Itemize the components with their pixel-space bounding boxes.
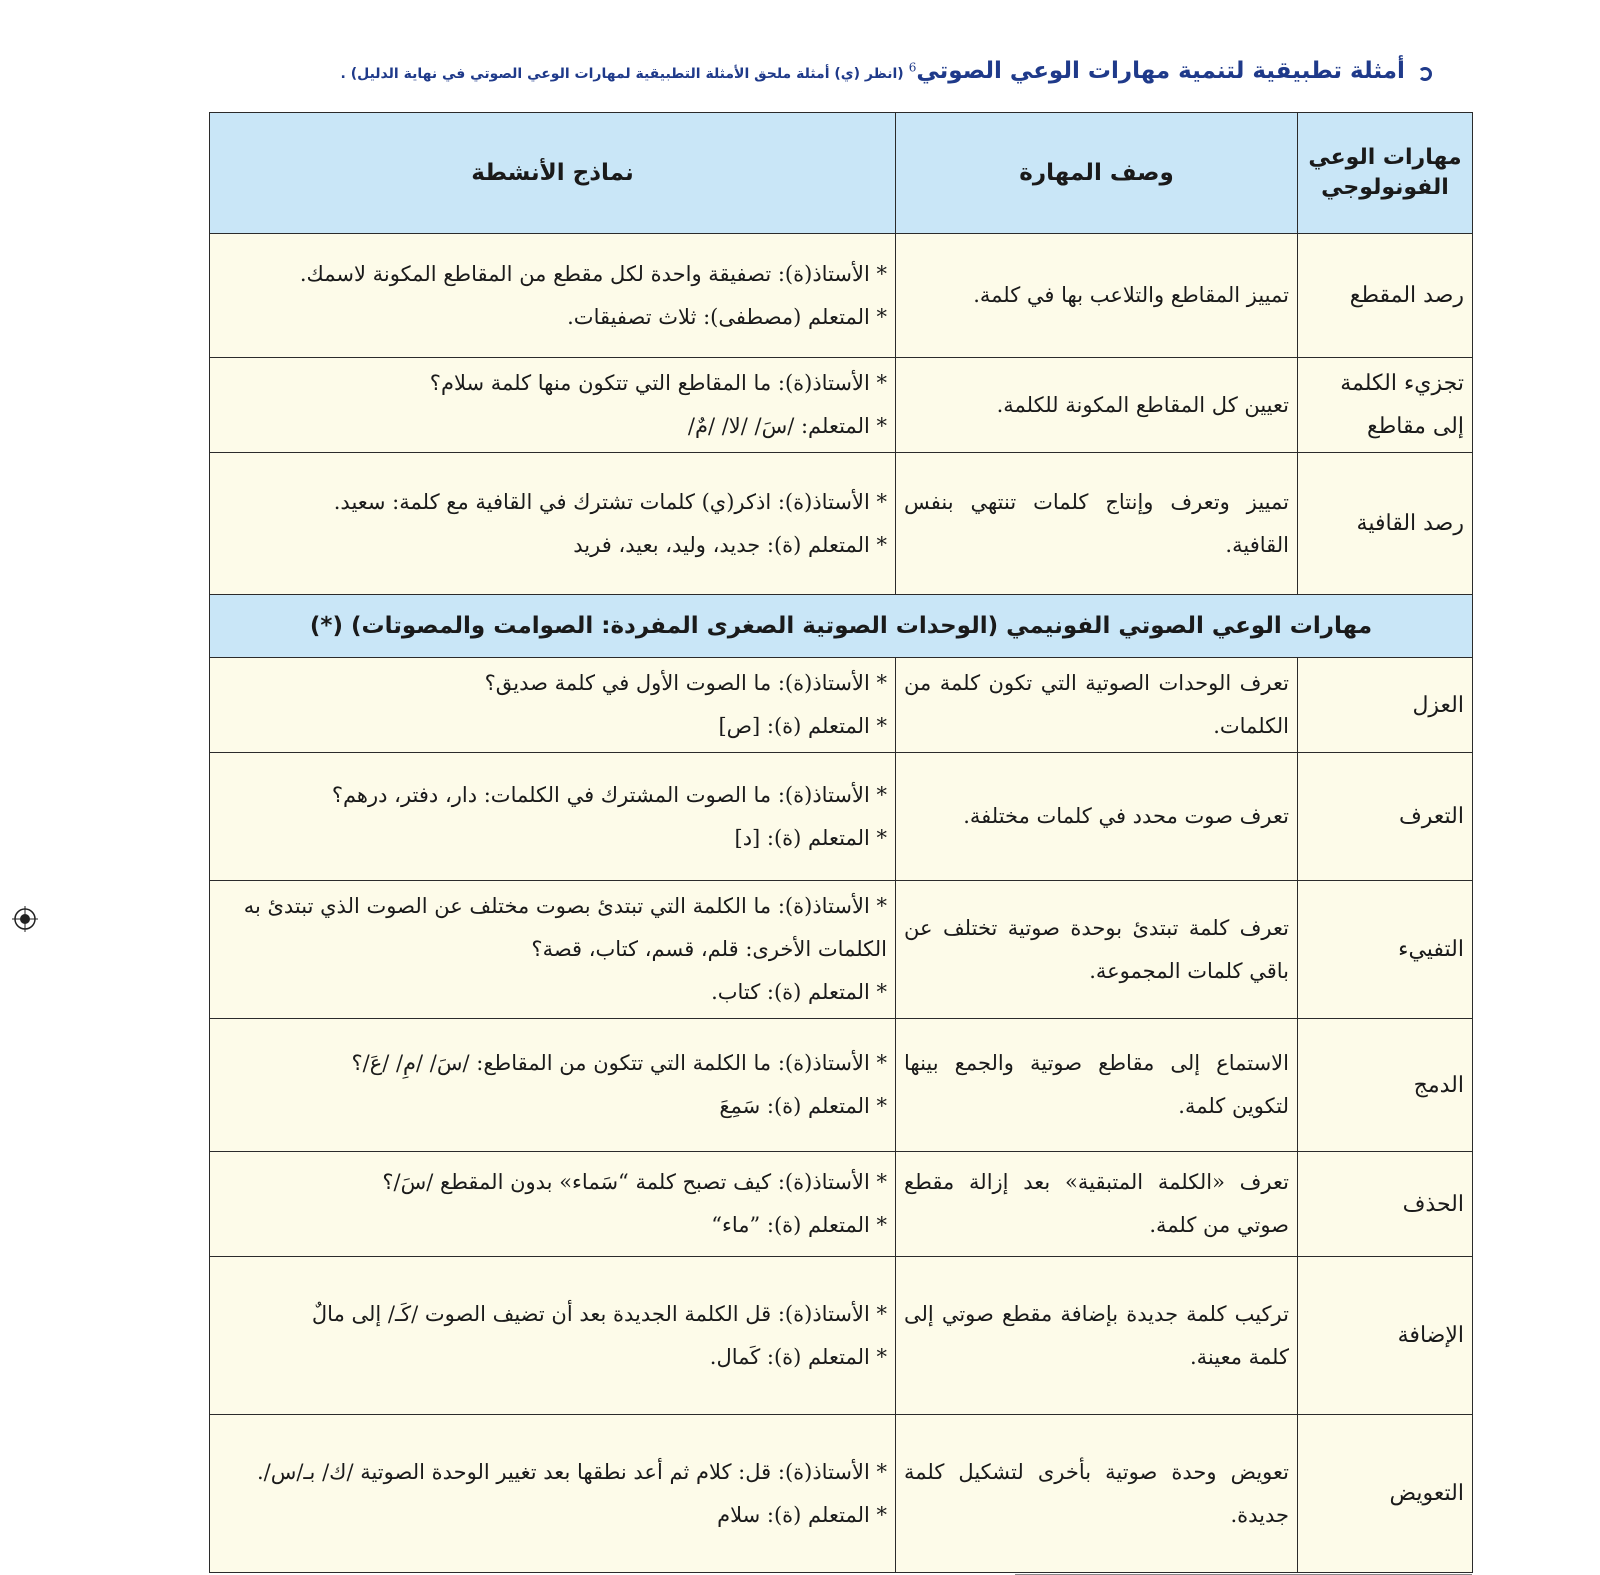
- activity-line: * المتعلم: /سَ/ /لا/ /مٌ/: [687, 414, 887, 438]
- activity-line: * الأستاذ(ة): ما الصوت الأول في كلمة صديق؟: [484, 671, 887, 695]
- activities-cell: [210, 234, 896, 358]
- activity-line: * المتعلم (ة): جديد، وليد، بعيد، فريد: [573, 532, 887, 557]
- header-activities: نماذج الأنشطة: [210, 113, 896, 234]
- phonemic-subheader: مهارات الوعي الصوتي الفونيمي (الوحدات الصوتية الصغرى المفردة: الصوامت والمصوتات) (*): [210, 595, 1473, 658]
- activity-line: * الأستاذ(ة): ما الصوت المشترك في الكلمات: دار، دفتر، درهم؟: [331, 782, 887, 807]
- activity-line: * المتعلم (مصطفى): ثلاث تصفيقات.: [567, 304, 887, 329]
- skill-cell: تجزيء الكلمة إلى مقاطع: [1298, 358, 1473, 453]
- table-row: [210, 453, 1473, 595]
- phonemic-subheader-row: [210, 595, 1473, 658]
- table-row: [210, 1257, 1473, 1415]
- skills-table: [209, 112, 1473, 1573]
- activity-line: * الأستاذ(ة): قل: كلام ثم أعد نطقها بعد تغيير الوحدة الصوتية /ك/ بـ/س/.: [256, 1459, 887, 1484]
- description-cell: الاستماع إلى مقاطع صوتية والجمع بينها لتكوين كلمة.: [896, 1019, 1298, 1152]
- table-row: [210, 1019, 1473, 1152]
- activity-line: * الأستاذ(ة): تصفيقة واحدة لكل مقطع من المقاطع المكونة لاسمك.: [299, 261, 887, 286]
- table-row: [210, 234, 1473, 358]
- activities-cell: [210, 753, 896, 881]
- activities-cell: [210, 1152, 896, 1257]
- heading-note: (انظر (ي) أمثلة ملحق الأمثلة التطبيقية لمهارات الوعي الصوتي في نهاية الدليل) .: [340, 66, 904, 82]
- description-cell: تعيين كل المقاطع المكونة للكلمة.: [896, 358, 1298, 453]
- activity-line: * المتعلم (ة): [د]: [734, 825, 887, 850]
- description-cell: تعويض وحدة صوتية بأخرى لتشكيل كلمة جديدة.: [896, 1415, 1298, 1573]
- description-cell: تعرف «الكلمة المتبقية» بعد إزالة مقطع صوتي من كلمة.: [896, 1152, 1298, 1257]
- footnote-mark: 6: [908, 60, 917, 75]
- header-skill: مهارات الوعي الفونولوجي: [1298, 113, 1473, 234]
- activity-line: * الأستاذ(ة): قل الكلمة الجديدة بعد أن تضيف الصوت /كَـ/ إلى مالٌ: [311, 1301, 887, 1326]
- activities-cell: [210, 658, 896, 753]
- table-row: [210, 1152, 1473, 1257]
- skill-cell: العزل: [1298, 658, 1473, 753]
- description-cell: تمييز وتعرف وإنتاج كلمات تنتهي بنفس القافية.: [896, 453, 1298, 595]
- activity-line: * الأستاذ(ة): ما المقاطع التي تتكون منها كلمة سلام؟: [429, 371, 887, 395]
- skill-cell: رصد المقطع: [1298, 234, 1473, 358]
- activity-line: * المتعلم (ة): كَمال.: [709, 1344, 887, 1369]
- activity-line: * المتعلم (ة): سلام: [717, 1502, 887, 1527]
- table-row: [210, 658, 1473, 753]
- table-row: [210, 881, 1473, 1019]
- skill-cell: رصد القافية: [1298, 453, 1473, 595]
- activity-line: * المتعلم (ة): ”ماء“: [711, 1213, 887, 1237]
- activity-line: * الأستاذ(ة): ما الكلمة التي تبتدئ بصوت مختلف عن الصوت الذي تبتدئ به الكلمات الأخرى: قلم، قسم، كتاب، قصة؟: [243, 894, 887, 961]
- activity-line: * الأستاذ(ة): ما الكلمة التي تتكون من المقاطع: /سَ/ /مِ/ /عَ/؟: [351, 1051, 887, 1075]
- activities-cell: [210, 1257, 896, 1415]
- activities-cell: [210, 358, 896, 453]
- skill-cell: التفييء: [1298, 881, 1473, 1019]
- section-heading: [300, 58, 1432, 84]
- description-cell: تمييز المقاطع والتلاعب بها في كلمة.: [896, 234, 1298, 358]
- table-row: [210, 358, 1473, 453]
- activities-cell: [210, 453, 896, 595]
- activity-line: * المتعلم (ة): كتاب.: [711, 980, 887, 1004]
- registration-mark-icon: [12, 906, 38, 932]
- skill-cell: الدمج: [1298, 1019, 1473, 1152]
- activities-cell: [210, 1019, 896, 1152]
- activities-cell: [210, 881, 896, 1019]
- heading-title: أمثلة تطبيقية لتنمية مهارات الوعي الصوتي: [916, 58, 1405, 84]
- header-description: وصف المهارة: [896, 113, 1298, 234]
- activity-line: * الأستاذ(ة): كيف تصبح كلمة “سَماء» بدون المقطع /سَ/؟: [382, 1170, 887, 1194]
- table-row: [210, 1415, 1473, 1573]
- description-cell: تركيب كلمة جديدة بإضافة مقطع صوتي إلى كلمة معينة.: [896, 1257, 1298, 1415]
- activity-line: * الأستاذ(ة): اذكر(ي) كلمات تشترك في القافية مع كلمة: سعيد.: [333, 489, 887, 514]
- bullet-circle-icon: [1418, 67, 1432, 81]
- description-cell: تعرف صوت محدد في كلمات مختلفة.: [896, 753, 1298, 881]
- skill-cell: التعرف: [1298, 753, 1473, 881]
- description-cell: تعرف الوحدات الصوتية التي تكون كلمة من الكلمات.: [896, 658, 1298, 753]
- skill-cell: التعويض: [1298, 1415, 1473, 1573]
- activity-line: * المتعلم (ة): [ص]: [718, 714, 887, 738]
- description-cell: تعرف كلمة تبتدئ بوحدة صوتية تختلف عن باقي كلمات المجموعة.: [896, 881, 1298, 1019]
- table-header-row: [210, 113, 1473, 234]
- activities-cell: [210, 1415, 896, 1573]
- table-row: [210, 753, 1473, 881]
- skill-cell: الإضافة: [1298, 1257, 1473, 1415]
- skill-cell: الحذف: [1298, 1152, 1473, 1257]
- activity-line: * المتعلم (ة): سَمِعَ: [719, 1094, 887, 1118]
